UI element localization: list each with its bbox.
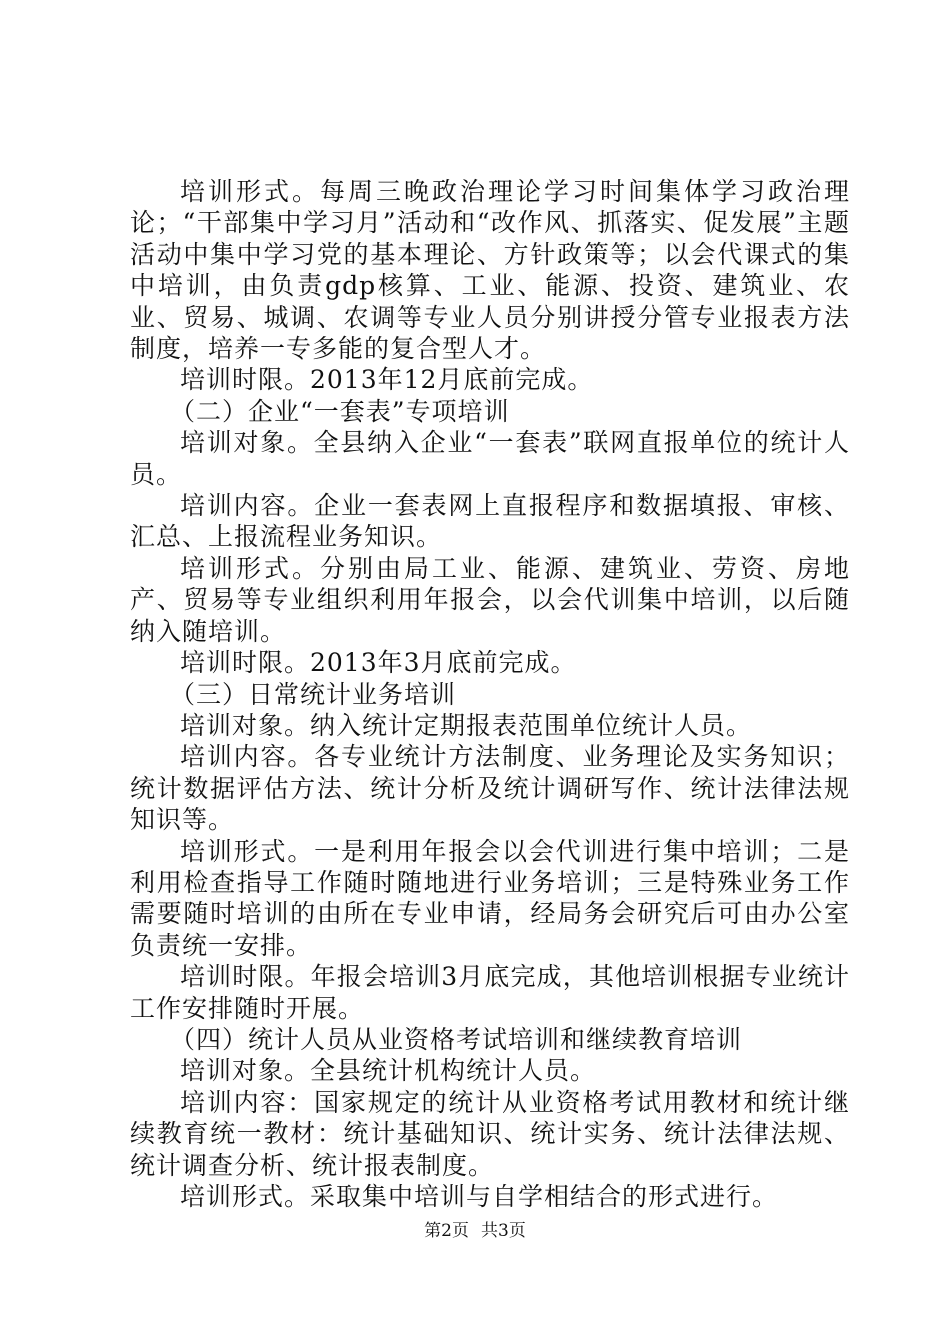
paragraph-training-content: 培训内容。企业一套表网上直报程序和数据填报、审核、汇总、上报流程业务知识。 [130, 491, 850, 552]
paragraph-training-format: 培训形式。一是利用年报会以会代训进行集中培训；二是利用检查指导工作随时随地进行业务培训；三是特殊业务工作需要随时培训的由所在专业申请，经局务会研究后可由办公室负责统一安排。 [130, 836, 850, 960]
paragraph-training-content: 培训内容。各专业统计方法制度、业务理论及实务知识；统计数据评估方法、统计分析及统计调研写作、统计法律法规知识等。 [130, 742, 850, 835]
paragraph-training-format: 培训形式。采取集中培训与自学相结合的形式进行。 [180, 1182, 779, 1211]
section-heading-enterprise-training: （二）企业“一套表”专项培训 [170, 396, 510, 426]
page-total: 共3页 [481, 1221, 526, 1241]
paragraph-training-target: 培训对象。纳入统计定期报表范围单位统计人员。 [180, 710, 753, 740]
section-heading-qualification-training: （四）统计人员从业资格考试培训和继续教育培训 [170, 1024, 743, 1054]
page-number: 第2页 [424, 1221, 469, 1241]
paragraph-training-deadline: 培训时限。2013年3月底前完成。 [180, 648, 577, 678]
document-body [130, 176, 850, 1212]
paragraph-training-format: 培训形式。每周三晚政治理论学习时间集体学习政治理论；“干部集中学习月”活动和“改作风、抓落实、促发展”主题活动中集中学习党的基本理论、方针政策等；以会代课式的集中培训，由负责gdp核算、工业、能源、投资、建筑业、农业、贸易、城调、农调等专业人员分别讲授分管专业报表方法制度，培养一专多能的复合型人才。 [130, 177, 850, 364]
paragraph-training-deadline: 培训时限。年报会培训3月底完成，其他培训根据专业统计工作安排随时开展。 [130, 962, 850, 1023]
paragraph-training-content: 培训内容：国家规定的统计从业资格考试用教材和统计继续教育统一教材：统计基础知识、统计实务、统计法律法规、统计调查分析、统计报表制度。 [130, 1087, 850, 1180]
section-heading-daily-training: （三）日常统计业务培训 [170, 679, 457, 709]
page-footer [0, 1216, 950, 1241]
paragraph-training-target: 培训对象。全县统计机构统计人员。 [180, 1056, 597, 1086]
paragraph-training-deadline: 培训时限。2013年12月底前完成。 [180, 365, 594, 395]
paragraph-training-format: 培训形式。分别由局工业、能源、建筑业、劳资、房地产、贸易等专业组织利用年报会，以会代训集中培训，以后随纳入随培训。 [130, 553, 850, 646]
paragraph-training-target: 培训对象。全县纳入企业“一套表”联网直报单位的统计人员。 [130, 428, 850, 489]
